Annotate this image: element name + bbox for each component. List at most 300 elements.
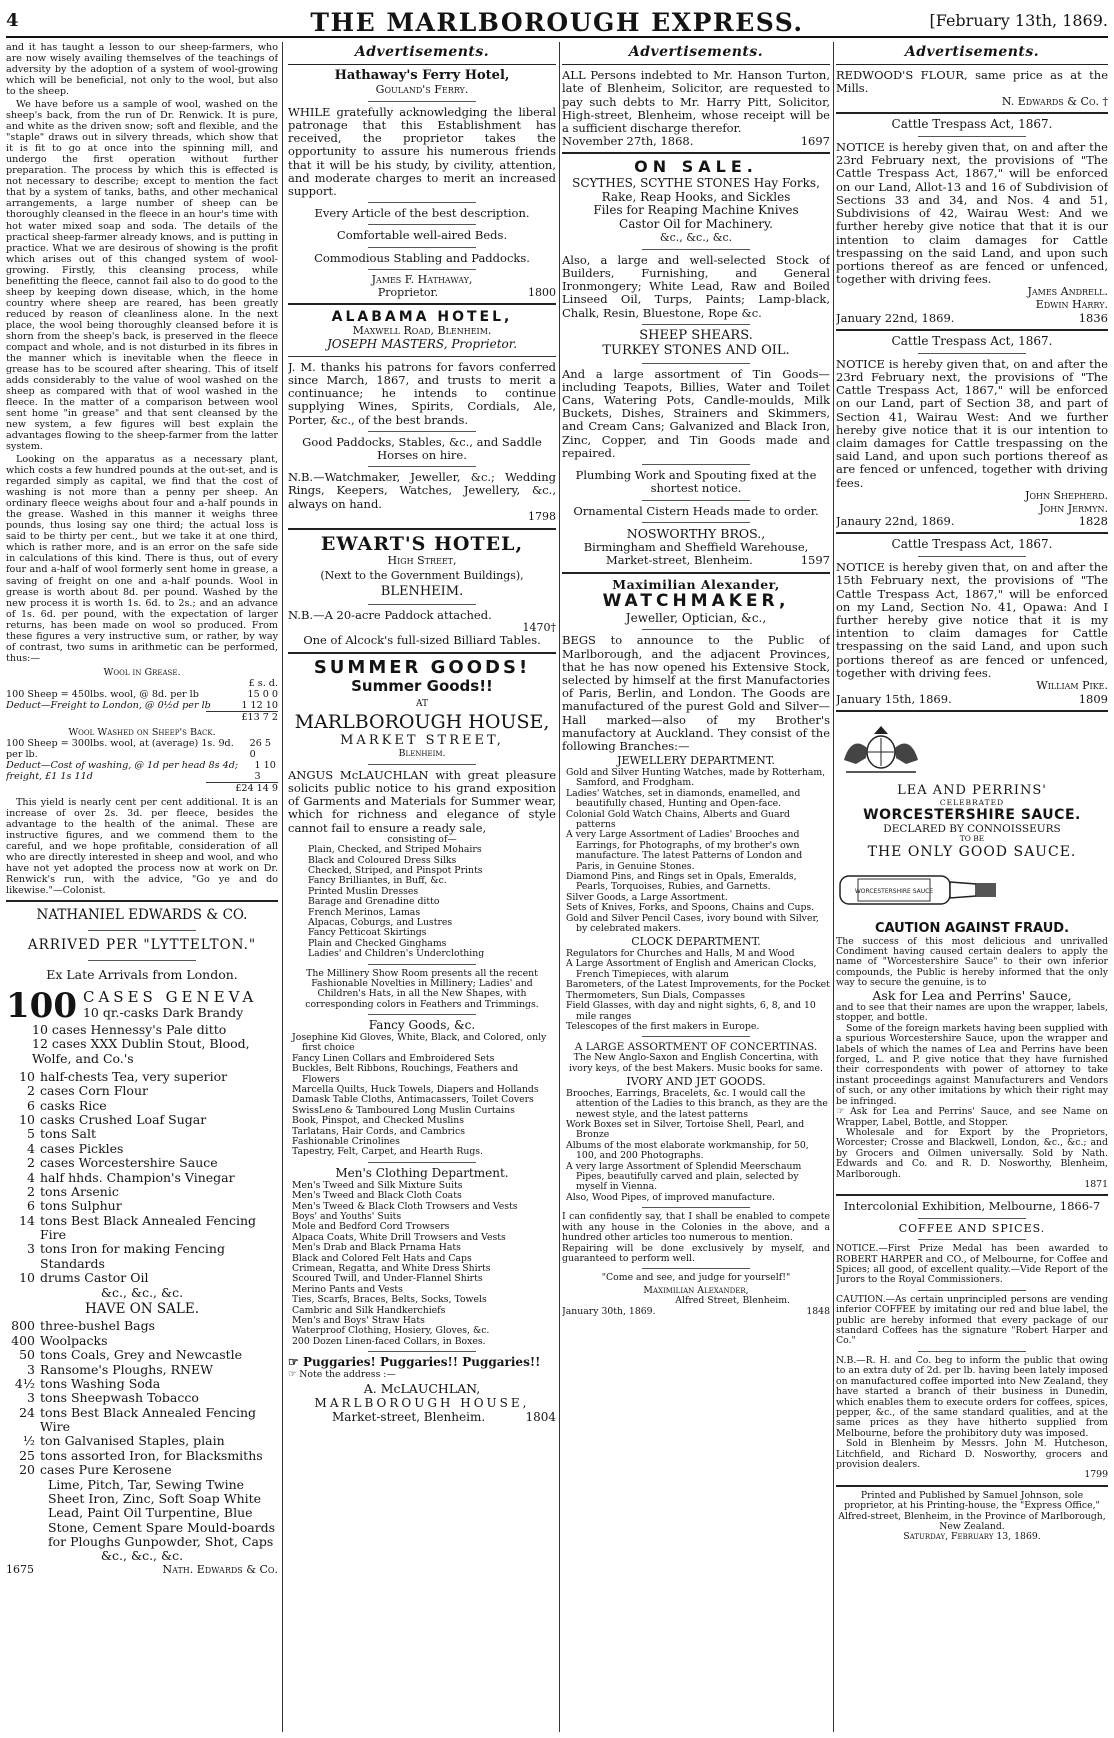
goods-item: [6, 1214, 278, 1243]
ad-also: Also, a large and well-selected Stock of Builders, Furnishing, and General Ironmongery; White Lead, Raw and Boiled Linseed Oil, Turps, Paints; Lamp-black, Chalk, Resin, Bluestone, Rope &c.: [562, 252, 830, 320]
goods-quantity: 24: [19, 1404, 35, 1420]
notice-body: NOTICE is hereby given that, on and after the 23rd February next, the provisions of "The Cattle Trespass Act, 1867," will be enforced on our Land, part of Section 38, and part of Section 41, Wairau West: And we further hereby give notice that it is our intention to claim damages for Cattle trespassing on the said Land, and upon such portions thereof as are fenced or unfenced, together with driving fees.: [836, 356, 1108, 490]
lea-perrins-advertisement: [836, 716, 1108, 1190]
ad-body: Sold in Blenheim by Messrs. John M. Hutcheson, Litchfield, and Richard D. Nosworthy, grocers and provision dealers.: [836, 1438, 1108, 1470]
caution-title: CAUTION AGAINST FRAUD.: [874, 920, 1070, 936]
goods-item: [6, 1199, 278, 1213]
goods-description: tons Sheepwash Tobacco: [40, 1390, 199, 1406]
goods-item: [6, 1463, 278, 1477]
list-item: 200 Dozen Linen-faced Collars, in Boxes.: [292, 1335, 486, 1347]
list-item: Sets of Knives, Forks, and Spoons, Chains and Cups.: [566, 902, 815, 914]
summer-goods-advertisement: [288, 658, 556, 1425]
ad-number: 1697: [800, 134, 830, 149]
goods-line: 10 cases Hennessy's Pale ditto: [32, 1021, 227, 1037]
notice-date: Janaury 22nd, 1869.: [836, 514, 955, 529]
notice-body: NOTICE is hereby given that, on and after the 23rd February next, the provisions of "The Cattle Trespass Act, 1867," will be enforced on our Land, Allot-13 and 16 of Subdivision of Sections 33 and 34, and Nos. 4 and 51, Subdivisions of 42, Wairau West: And we further hereby give notice that that it is our intention to claim damages for Cattle trespassing on the said Land, and upon such portions thereof as are fenced or unfenced, together with driving fees.: [836, 139, 1108, 287]
goods-quantity: 800: [11, 1318, 35, 1334]
goods-quantity: 50: [19, 1347, 35, 1363]
ad-line: Files for Reaping Machine Knives: [593, 203, 799, 218]
goods-line: CASES GENEVA: [82, 987, 258, 1006]
section-heading: Advertisements.: [836, 42, 1108, 65]
millinery-note: The Millinery Show Room presents all the recent Fashionable Novelties in Millinery; Ladies' and Children's Hats, in all the New Shapes, with corresponding colors in Feathers and Trimmings.: [305, 967, 539, 1010]
ad-wholesale: Wholesale and for Export by the Proprietors, Worcester; Crosse and Blackwell, London, &c., &c.; and by Grocers and Oilmen universally. Sold by Nath. Edwards and Co. and R. D. Nosworthy, Blenheim, Marlborough.: [836, 1126, 1108, 1180]
goods-item: [6, 1185, 278, 1199]
ad-line: Ornamental Cistern Heads made to order.: [573, 503, 819, 518]
table-cell-label: Deduct—Cost of washing, @ 1d per head 8s 4d; freight, £1 1s 11d: [6, 760, 239, 783]
goods-item: [6, 1377, 278, 1391]
ad-body: J. M. thanks his patrons for favors conferred since March, 1867, and trusts to merit a continuance; he intends to continue supplying Wines, Spirits, Cordials, Ale, Porter, &c., of the best brands.: [288, 359, 556, 427]
brand-name: LEA AND PERRINS': [897, 782, 1047, 798]
department-title: JEWELLERY DEPARTMENT.: [617, 754, 775, 768]
column-3: [562, 42, 830, 1732]
goods-list: [6, 1319, 278, 1477]
goods-item: [6, 1242, 278, 1271]
goods-description: drums Castor Oil: [40, 1270, 149, 1286]
note-text: Note the address :—: [299, 1368, 396, 1380]
ad-signature: James F. Hathaway,: [371, 272, 473, 286]
goods-item: [6, 1334, 278, 1348]
goods-description: cases Pure Kerosene: [40, 1462, 172, 1478]
list-item: Field Glasses, with day and night sights, 6, 8, and 10 mile ranges: [566, 1000, 816, 1022]
list-item: Boys' and Youths' Suits: [292, 1210, 402, 1222]
list-item: Waterproof Clothing, Hosiery, Gloves, &c.: [292, 1325, 490, 1337]
list-item: Plain and Checked Ginghams: [308, 937, 447, 949]
list-item: Men's Tweed and Black Cloth Coats: [292, 1190, 462, 1202]
list-item: A very large Assortment of Splendid Meerschaum Pipes, beautifully carved and plain, selected by myself in Vienna.: [566, 1160, 802, 1193]
list-item: Josephine Kid Gloves, White, Black, and Colored, only first choice: [292, 1032, 547, 1054]
goods-description: tons Best Black Annealed Fencing Wire: [40, 1404, 257, 1435]
ad-body: SCYTHES, SCYTHE STONES Hay Forks, Rake, Reap Hooks, and Sickles: [572, 175, 820, 204]
ad-at: AT: [415, 698, 428, 709]
goods-quantity: 10: [19, 1270, 35, 1286]
column-rule: [833, 42, 834, 1732]
ad-title: EWART'S HOTEL,: [320, 532, 524, 555]
list-item: Alpaca Coats, White Drill Trowsers and Vests: [292, 1231, 506, 1243]
goods-quantity: 400: [11, 1332, 35, 1348]
goods-quantity: 3: [27, 1390, 35, 1406]
ad-line: Good Paddocks, Stables, &c., and Saddle Horses on hire.: [302, 434, 542, 462]
ad-house: MARLBOROUGH HOUSE,: [294, 710, 550, 733]
ad-repair: Repairing will be done exclusively by myself, and guaranteed to perform well.: [562, 1242, 830, 1264]
ad-declared: DECLARED BY CONNOISSEURS: [883, 823, 1061, 836]
article-closing: This yield is nearly cent per cent additional. It is an increase of over 2s. 3d. per fleece, besides the advantage to the health of the animal. These are instructive figures, and we commend them to the careful, and we hope profitable, consideration of all who are directly interested in sheep and wool, and who have not yet adopted the process now at work on Dr. Renwick's run, with the advice, "Go ye and do likewise."—Colonist.: [6, 797, 278, 897]
column-4: [836, 42, 1108, 1732]
ad-signature: NOSWORTHY BROS.,: [626, 525, 766, 541]
list-item: Mole and Bedford Cord Trowsers: [292, 1221, 450, 1233]
ad-line: Plumbing Work and Spouting fixed at the shortest notice.: [575, 468, 817, 496]
goods-description: tons Salt: [40, 1126, 97, 1142]
royal-crest-icon: [836, 720, 926, 776]
list-item: Crimean, Regatta, and White Dress Shirts: [292, 1262, 491, 1274]
goods-description: tons Washing Soda: [40, 1375, 161, 1391]
ad-town: Blenheim.: [398, 747, 446, 759]
goods-quantity: 2: [27, 1083, 35, 1099]
list-item: Regulators for Churches and Halls, M and Wood: [566, 948, 795, 960]
goods-item: [6, 1391, 278, 1405]
harper-coffee-advertisement: [836, 1200, 1108, 1480]
list-item: Marcella Quilts, Huck Towels, Diapers and Hollands: [292, 1084, 539, 1096]
list-item: Men's Tweed and Silk Mixture Suits: [292, 1179, 463, 1191]
ad-body: BEGS to announce to the Public of Marlborough, and the adjacent Provinces, that he has now opened his Extensive Stock, selected by himself at the first Manufactories of Paris, Berlin, and London. The Goods are manufactured of the purest Gold and Silver—Hall marked—also of my Brother's manufactory at Auckland. They consist of the following Branches:—: [562, 633, 830, 754]
watchmaker-advertisement: [562, 578, 830, 1317]
goods-item: [6, 1084, 278, 1098]
ad-title: SUMMER GOODS!: [313, 656, 531, 678]
goods-quantity: 4½: [14, 1375, 35, 1391]
goods-item: [6, 1348, 278, 1362]
ad-title: COFFEE AND SPICES.: [898, 1221, 1046, 1235]
goods-line: 10 qr.-casks Dark Brandy: [82, 1005, 244, 1021]
printer-imprint: [836, 1491, 1108, 1543]
goods-item: [6, 1099, 278, 1113]
goods-description: Woolpacks: [40, 1332, 108, 1348]
goods-quantity: 25: [19, 1447, 35, 1463]
ad-subtitle: Gouland's Ferry.: [375, 83, 469, 97]
list-item: Telescopes of the first makers in Europe.: [566, 1020, 760, 1032]
table-row: [6, 689, 278, 700]
edwards-advertisement: [6, 906, 278, 1576]
goods-list: [288, 1033, 556, 1158]
goods-quantity: 10: [19, 1112, 35, 1128]
notice-title: Cattle Trespass Act, 1867.: [891, 537, 1053, 552]
list-item: Black and Coloured Dress Silks: [308, 854, 457, 866]
ad-name: Maximilian Alexander,: [612, 576, 780, 592]
goods-description: cases Pickles: [40, 1140, 124, 1156]
ad-line: Comfortable well-aired Beds.: [336, 228, 508, 243]
goods-description: cases Worcestershire Sauce: [40, 1155, 218, 1171]
list-item: Men's Drab and Black Prnama Hats: [292, 1242, 461, 1254]
ad-celebrated: CELEBRATED: [939, 797, 1005, 807]
goods-description: tons Coals, Grey and Newcastle: [40, 1347, 243, 1363]
goods-quantity: 4: [27, 1169, 35, 1185]
goods-description: ton Galvanised Staples, plain: [40, 1433, 225, 1449]
ad-ask-again-text: Ask for Lea and Perrins' Sauce, and see Name on Wrapper, Label, Bottle, and Stopper.: [836, 1106, 1108, 1128]
ad-number: 1470†: [522, 620, 556, 634]
goods-description: half-chests Tea, very superior: [40, 1068, 228, 1084]
misc-goods: Lime, Pitch, Tar, Sewing Twine Sheet Iron, Zinc, Soft Soap White Lead, Paint Oil Turpentine, Blue Stone, Cement Spare Mould-boards for Ploughs Gunpowder, Shot, Caps: [48, 1476, 276, 1550]
table-cell-label: 100 Sheep = 300lbs. wool, at (average) 1s. 9d. per lb.: [6, 737, 234, 760]
ad-line: Castor Oil for Machinery.: [619, 217, 773, 232]
ad-line: One of Alcock's full-sized Billiard Tables.: [303, 633, 541, 648]
column-rule: [559, 42, 560, 1732]
goods-description: cases Corn Flour: [40, 1083, 148, 1099]
ad-number: 1798: [528, 509, 556, 523]
list-item: Diamond Pins, and Rings set in Opals, Emeralds, Pearls, Torquoises, Rubies, and Garnetts.: [566, 870, 797, 893]
table-total: £24 14 9: [206, 782, 278, 794]
goods-quantity: 20: [19, 1462, 35, 1478]
table-row: [6, 700, 278, 711]
list-item: Cambric and Silk Handkerchiefs: [292, 1304, 446, 1316]
list-item: Ties, Scarfs, Braces, Belts, Socks, Towels: [292, 1294, 487, 1306]
list-item: Work Boxes set in Silver, Tortoise Shell, Pearl, and Bronze: [566, 1119, 805, 1141]
list-item: Checked, Striped, and Pinspot Prints: [308, 864, 483, 876]
list-item: Ladies' Watches, set in diamonds, enamelled, and beautifully chased, Hunting and Open-face.: [566, 787, 801, 810]
goods-quantity: 2: [27, 1155, 35, 1171]
section-heading: Advertisements.: [288, 42, 556, 65]
ad-proprietor: JOSEPH MASTERS, Proprietor.: [326, 336, 518, 351]
ad-signature-line: [836, 96, 1108, 109]
mens-clothing-title: Men's Clothing Department.: [335, 1165, 509, 1180]
department-title: A LARGE ASSORTMENT OF CONCERTINAS.: [574, 1041, 818, 1054]
ad-title: NATHANIEL EDWARDS & CO.: [36, 907, 248, 924]
pointing-hand-icon: ☞: [836, 1106, 851, 1118]
etc-line: &c., &c., &c.: [659, 230, 733, 244]
newspaper-title: THE MARLBOROUGH EXPRESS.: [310, 8, 804, 37]
list-item: Silver Goods, a Large Assortment.: [566, 891, 728, 903]
list-item: Fashionable Crinolines: [292, 1136, 400, 1148]
ad-date: January 30th, 1869.: [562, 1305, 656, 1317]
notice-signature: John Shepherd.: [1025, 488, 1108, 502]
table-cell-value: 26 5 0: [249, 737, 272, 760]
list-item: Book, Pinspot, and Checked Muslins: [292, 1115, 465, 1127]
ad-to-be: TO BE: [959, 834, 985, 844]
list-item: French Merinos, Lamas: [308, 906, 421, 918]
ad-signature-role: Proprietor.: [377, 285, 439, 299]
notice-date: January 22nd, 1869.: [836, 310, 955, 325]
notice-number: 1809: [1078, 691, 1108, 706]
list-item: SwissLeno & Tamboured Long Muslin Curtains: [292, 1104, 515, 1116]
goods-description: casks Rice: [40, 1097, 107, 1113]
article-paragraph: Looking on the apparatus as a necessary plant, which costs a few hundred pounds at the out-set, and is regarded simply as capital, we find that the cost of washing is not more than a penny per sheep. An ordinary fleece weighs about four and a-half pounds in the grease. Washed in this manner it weighs three pounds, thus losing say one third; the actual loss is said to be thirty per cent., but we take it at one third, which is rather more, and is an error on the safe side in calculations of this kind. There is thus, out of every four and a-half of wool formerly sent home in grease, a saving of freight on one and a-half pounds. Wool in grease is worth about 8d. per pound. Washed by the new process it is worth 1s. 6d. to 2s.; and an advance of 1s. 6d. per pound, with the expectation of larger returns, has been made on wool so produced. From these figures a very instructive sum, or rather, by way of contrast, two sums in arithmetic can be performed, thus:—: [6, 454, 278, 664]
note-line: [288, 1370, 556, 1380]
goods-description: Ransome's Ploughs, RNEW: [40, 1361, 213, 1377]
goods-description: half hhds. Champion's Vinegar: [40, 1169, 235, 1185]
list-item: Gold and Silver Hunting Watches, made by Rotterham, Samford, and Frodgham.: [566, 766, 826, 789]
issue-date: [February 13th, 1869.: [929, 11, 1108, 30]
notice-title: Cattle Trespass Act, 1867.: [891, 333, 1053, 348]
goods-quantity: 3: [27, 1241, 35, 1257]
ad-body: N.B.—R. H. and Co. beg to inform the public that owing to an extra duty of 2d. per lb. having been lately imposed on manufactured coffee imported into New Zealand, they have started a branch of their business in Dunedin, which enables them to execute orders for coffees, spices, pepper, &c., of the same standard qualities, and at the same prices as they have hitherto supplied from Melbourne, before the prohibitory duty was imposed.: [836, 1354, 1108, 1439]
ad-nb: N.B.—A 20-acre Paddock attached.: [288, 607, 492, 622]
list-item: Colonial Gold Watch Chains, Alberts and Guard patterns: [566, 808, 790, 830]
table-cell-value: 1 10 3: [254, 760, 276, 783]
ad-exhibition: Intercolonial Exhibition, Melbourne, 1866-7: [843, 1199, 1101, 1214]
column-rule: [282, 42, 283, 1732]
imprint-text: Printed and Published by Samuel Johnson, sole proprietor, at his Printing-house, the "Express Office," Alfred-street, Blenheim, in the Province of Marlborough, New Zealand.: [838, 1489, 1106, 1532]
goods-quantity: 10: [19, 1068, 35, 1084]
etc-line: &c., &c., &c.: [100, 1548, 184, 1564]
notice-body: NOTICE is hereby given that, on and after the 15th February next, the provisions of "The Cattle Trespass Act, 1867," will be enforced on my Land, Section No. 41, Opawa: And I further hereby give notice that it is my intention to claim damages for Cattle trespassing on the said Land, and upon such portions thereof as are fenced or unfenced, together with driving fees.: [836, 560, 1108, 680]
masthead: [6, 8, 1108, 38]
list-item: Barage and Grenadine ditto: [308, 896, 440, 908]
notice-signature: James Andrell.: [1027, 285, 1108, 299]
sauce-bottle-image: [836, 866, 1006, 912]
list-item: Ladies' and Children's Underclothing: [308, 948, 485, 960]
ad-body: ANGUS McLAUCHLAN with great pleasure solicits public notice to his grand exposition of Garments and Materials for Summer wear, which for richness and elegance of style cannot fail to ensure a ready sale,: [288, 767, 556, 835]
ad-number: 1597: [800, 553, 830, 568]
ad-signature-house: MARLBOROUGH HOUSE,: [314, 1395, 530, 1410]
ad-signature-street: Alfred Street, Blenheim.: [675, 1295, 790, 1307]
ad-line: Commodious Stabling and Paddocks.: [314, 250, 530, 265]
goods-quantity: 14: [19, 1212, 35, 1228]
list-item: Also, Wood Pipes, of improved manufacture.: [566, 1191, 775, 1203]
ad-line: SHEEP SHEARS.: [639, 327, 753, 343]
goods-item: [6, 1113, 278, 1127]
ad-line: TURKEY STONES AND OIL.: [602, 342, 790, 358]
ad-ask-again: [836, 1107, 1108, 1128]
goods-item: [6, 1449, 278, 1463]
ad-title: ALABAMA HOTEL,: [331, 309, 513, 326]
table-row: [6, 738, 278, 760]
ad-date: November 27th, 1868.: [562, 134, 694, 149]
concertina-text: The New Anglo-Saxon and English Concertina, with ivory keys, of the best Makers. Music books for same.: [569, 1052, 823, 1074]
list-item: Black and Colored Felt Hats and Caps: [292, 1252, 472, 1264]
goods-list: [6, 1070, 278, 1286]
list-item: Scoured Twill, and Under-Flannel Shirts: [292, 1273, 483, 1285]
ad-subtitle: Jeweller, Optician, &c.,: [625, 610, 767, 625]
list-item: Men's Tweed & Black Cloth Trowsers and Vests: [292, 1200, 518, 1212]
goods-item: [6, 1406, 278, 1435]
ad-mark: †: [1102, 94, 1108, 108]
goods-description: tons assorted Iron, for Blacksmiths: [40, 1447, 263, 1463]
have-on-sale: HAVE ON SALE.: [84, 1300, 200, 1317]
ad-signature: Nath. Edwards & Co.: [162, 1562, 278, 1576]
section-heading: Advertisements.: [562, 42, 830, 65]
goods-quantity: ½: [22, 1433, 35, 1449]
table-heading: Wool in Grease.: [103, 666, 181, 678]
puggaries-text: Puggaries! Puggaries!! Puggaries!!: [302, 1355, 541, 1370]
ad-title: WORCESTERSHIRE SAUCE.: [863, 807, 1081, 824]
goods-item: [6, 1434, 278, 1448]
goods-item: [6, 1070, 278, 1084]
article-paragraph: We have before us a sample of wool, washed on the sheep's back, from the run of Dr. Renwick. It is pure, and white as the driven snow; soft and flexible, and the "staple" draws out in silvery threads, which show that it is fit to go at once into the spinning mill, and undergo the first operation without further preparation. The process by which this is effected is not necessary to describe; except to mention the fact that by a system of tanks, baths, and other mechanical arrangements, a large number of sheep can be thoroughly cleansed in the fleece in an hour's time with hot water mixed soap and soda. The details of the practical sheep-farmer already knows, and is putting in practice. What we are desirous of showing is the profit which arises out of this changed system of wool-growing. Firstly, this cleansing process, while benefitting the fleece, cannot fail also to do good to the sheep by keeping down disease, which, in the home country where sheep are reared, has been greatly reduced by reason of cleanliness alone. In the next place, the wool being thoroughly cleansed before it is shorn from the sheep's back, is preserved in the fleece compact and whole, and is not disturbed in its fibres in the manner which is inevitable when the fleece in grease has to be scoured after shearing. This of itself adds considerably to the value of wool washed on the sheep as compared with that of wool washed in the fleece. In the matter of a comparison between wool sent home "in grease" and that sent cleansed by the new system, a few figures will best explain the advantages flowing to the sheep-farmer from the latter system.: [6, 99, 278, 453]
ad-town: BLENHEIM.: [380, 583, 464, 599]
ad-number: 1800: [527, 285, 556, 299]
goods-item: [6, 1127, 278, 1141]
goods-item: [6, 1271, 278, 1285]
goods-quantity: 2: [27, 1183, 35, 1199]
goods-quantity: 6: [27, 1198, 35, 1214]
goods-quantity: 6: [27, 1097, 35, 1113]
goods-description: tons Iron for making Fencing Standards: [40, 1241, 225, 1271]
table-unit-header: £ s. d.: [248, 677, 278, 689]
ad-subtitle: Summer Goods!!: [351, 677, 493, 696]
ad-body: REDWOOD'S FLOUR, same price as at the Mills.: [836, 68, 1108, 96]
ad-body: ALL Persons indebted to Mr. Hanson Turton, late of Blenheim, Solicitor, are requested to pay such debts to Mr. Harry Pitt, Solicitor, High-street, Blenheim, whose receipt will be a sufficient discharge therefor.: [562, 68, 830, 135]
imprint-date: Saturday, February 13, 1869.: [903, 1531, 1041, 1543]
notice-number: 1836: [1078, 310, 1108, 325]
article-paragraph: and it has taught a lesson to our sheep-farmers, who are now wisely availing themselves of the teachings of adversity by the adoption of a system of wool-growing which will be beneficial, not only to the wool, but also to the sheep.: [6, 42, 278, 98]
table-cell-value: 15 0 0: [247, 688, 278, 700]
alabama-advertisement: [288, 309, 556, 523]
table-cell-value: 1 12 10: [241, 699, 278, 711]
list-item: Plain, Checked, and Striped Mohairs: [308, 844, 482, 856]
ad-number: 1871: [1084, 1178, 1108, 1190]
ad-body: NOTICE.—First Prize Medal has been awarded to ROBERT HARPER and CO., of Melbourne, for Coffee and Spices; all good, of excellent quality.—Vide Report of the Jurors to the Royal Commissioners.: [836, 1243, 1108, 1286]
goods-item: [6, 1319, 278, 1333]
list-item: Gold and Silver Pencil Cases, ivory bound with Silver, by celebrated makers.: [566, 912, 819, 935]
ad-tin-goods: And a large assortment of Tin Goods—including Teapots, Billies, Water and Toilet Cans, Watering Pots, Candle-moulds, Milk Buckets, Dishes, Strainers and Skimmers, and Cream Cans; Galvanized and Black Iron, Zinc, Copper, and Tin Goods made and repaired.: [562, 366, 830, 460]
notice-signature: John Jermyn.: [1039, 501, 1108, 515]
ad-number: 1675: [6, 1562, 34, 1576]
department-title: CLOCK DEPARTMENT.: [631, 935, 761, 949]
department-title: IVORY AND JET GOODS.: [626, 1075, 766, 1089]
goods-item: [6, 1156, 278, 1170]
table-row: [6, 760, 278, 782]
table-cell-label: Deduct—Freight to London, @ 0½d per lb: [6, 699, 211, 711]
ad-signature-street: Market-street, Blenheim.: [332, 1409, 486, 1424]
ad-number: 1848: [806, 1305, 830, 1317]
big-quantity: 100: [6, 985, 77, 1026]
column-1: [6, 42, 278, 1732]
ad-body: WHILE gratefully acknowledging the liberal patronage that this Establishment has received, the proprietor takes the opportunity to assure his numerous friends that it will be his study, by civility, attention, and moderate charges to merit an increased support.: [288, 104, 556, 198]
list-item: Buckles, Belt Ribbons, Rouchings, Feathers and Flowers: [292, 1063, 519, 1085]
nosworthy-advertisement: [562, 158, 830, 567]
goods-description: casks Crushed Loaf Sugar: [40, 1112, 207, 1128]
ad-title: Hathaway's Ferry Hotel,: [334, 68, 510, 84]
list-item: Tapestry, Felt, Carpet, and Hearth Rugs.: [292, 1146, 483, 1158]
pointing-hand-icon: ☞: [288, 1355, 303, 1370]
ad-warehouse: Birmingham and Sheffield Warehouse,: [583, 540, 809, 555]
ad-signature: A. McLAUCHLAN,: [363, 1381, 481, 1397]
ad-ask: Ask for Lea and Perrins' Sauce,: [872, 987, 1072, 1003]
list-item: Merino Pants and Vests: [292, 1283, 403, 1295]
table-total: £13 7 2: [206, 711, 278, 723]
ad-title: ON SALE.: [634, 157, 758, 177]
ad-come: "Come and see, and judge for yourself!": [601, 1272, 791, 1284]
goods-description: tons Arsenic: [40, 1183, 119, 1199]
hanson-turton-notice: [562, 69, 830, 148]
ad-arrived: ARRIVED PER "LYTTELTON.": [27, 936, 257, 953]
ad-body: and to see that their names are upon the wrapper, labels, stopper, and bottle.: [836, 1002, 1108, 1024]
notice-number: 1828: [1078, 514, 1108, 529]
ewart-advertisement: [288, 534, 556, 648]
list-item: Damask Table Cloths, Antimacassers, Toilet Covers: [292, 1094, 534, 1106]
goods-item: [6, 1142, 278, 1156]
goods-quantity: 4: [27, 1140, 35, 1156]
ad-body: The success of this most delicious and unrivalled Condiment having caused certain dealers to apply the name of "Worcestershire Sauce" to their own inferior compounds, the Public is hereby informed that the only way to secure the genuine, is to: [836, 935, 1108, 989]
list-item: Printed Muslin Dresses: [308, 885, 419, 897]
list-item: Thermometers, Sun Dials, Compasses: [566, 989, 745, 1001]
list-item: Alpacas, Coburgs, and Lustres: [308, 916, 453, 928]
ad-number: 1804: [525, 1409, 556, 1424]
goods-list: [288, 1181, 556, 1348]
pointing-hand-icon: ☞: [288, 1368, 300, 1380]
goods-description: tons Sulphur: [40, 1198, 122, 1214]
ad-title: WATCHMAKER,: [602, 590, 790, 611]
ad-signature: N. Edwards & Co.: [1001, 94, 1099, 108]
puggaries-line: [288, 1356, 556, 1370]
list-item: Fancy Petticoat Skirtings: [308, 927, 427, 939]
goods-quantity: 3: [27, 1361, 35, 1377]
ad-signature: Maximilian Alexander,: [643, 1284, 749, 1296]
list-item: A Large Assortment of English and American Clocks, French Timepieces, with alarum: [566, 958, 817, 980]
goods-list: [562, 768, 830, 935]
ad-street: Market-street, Blenheim.: [606, 553, 753, 568]
goods-item: [6, 1363, 278, 1377]
ad-body: Some of the foreign markets having been supplied with a spurious Worcestershire Sauce, upon the wrapper and labels of which the names of Lea and Perrins have been forged, L. and P. give notice that they have furnished their correspondents with power of attorney to take instant proceedings against Manufacturers and Vendors of such, or any other imitations by which their right may be infringed.: [836, 1022, 1108, 1107]
list-item: Fancy Linen Collars and Embroidered Sets: [292, 1052, 495, 1064]
cattle-trespass-notice: [836, 118, 1108, 325]
ad-confident: I can confidently say, that I shall be enabled to compete with any house in the Colonies in the above, and a hundred other articles too numerous to mention.: [562, 1211, 830, 1244]
ad-number: 1799: [1084, 1469, 1108, 1481]
goods-description: tons Best Black Annealed Fencing Fire: [40, 1212, 257, 1243]
goods-list: [562, 1089, 830, 1203]
list-item: Fancy Brilliantes, in Buff, &c.: [308, 875, 447, 887]
etc-line: &c., &c., &c.: [100, 1284, 184, 1300]
list-item: Tarlatans, Hair Cords, and Cambrics: [292, 1125, 465, 1137]
bottle-label-text: WORCESTERSHIRE SAUCE: [854, 888, 934, 896]
ad-street: High Street,: [387, 554, 457, 568]
column-2: [288, 42, 556, 1732]
ad-nb: N.B.—Watchmaker, Jeweller, &c.; Wedding Rings, Keepers, Watches, Jewellery, &c., always on hand.: [288, 470, 556, 511]
notice-title: Cattle Trespass Act, 1867.: [891, 117, 1053, 132]
ad-only: THE ONLY GOOD SAUCE.: [867, 843, 1077, 860]
goods-description: three-bushel Bags: [40, 1318, 156, 1334]
notice-signature: William Pike.: [1036, 679, 1108, 693]
list-item: Men's and Boys' Straw Hats: [292, 1314, 425, 1326]
notice-signature: Edwin Harry.: [1035, 298, 1108, 312]
ad-body: CAUTION.—As certain unprincipled persons are vending inferior COFFEE by imitating our red and blue label, the public are hereby informed that every package of our standard Coffees has the signature "Robert Harper and Co.": [836, 1293, 1108, 1347]
